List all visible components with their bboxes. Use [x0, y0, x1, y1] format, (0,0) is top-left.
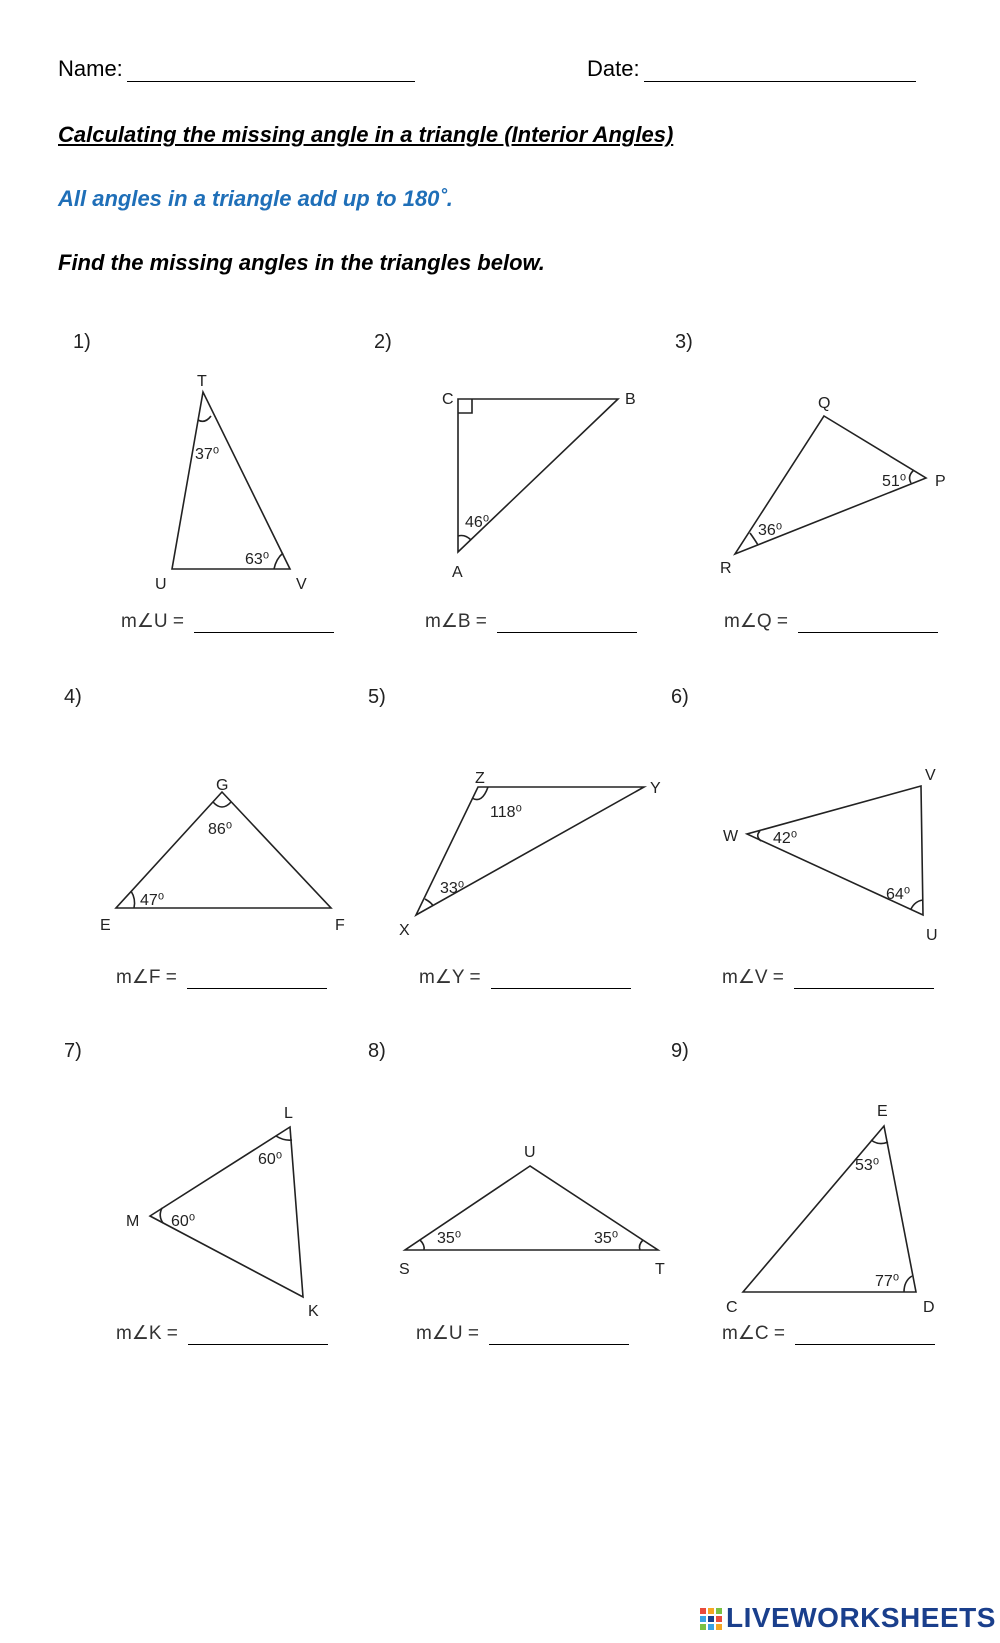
- answer-label: m∠Q =: [724, 611, 789, 632]
- angle-label: 47⁰: [140, 892, 165, 909]
- vertex-label: X: [399, 922, 410, 939]
- vertex-label: S: [399, 1261, 410, 1278]
- vertex-label: U: [926, 927, 938, 944]
- vertex-label: V: [296, 576, 307, 593]
- angle-arc: [425, 899, 433, 906]
- vertex-label: W: [723, 828, 739, 845]
- angle-sum-rule: All angles in a triangle add up to 180˚.: [58, 186, 453, 211]
- vertex-label: P: [935, 473, 946, 490]
- angle-arc: [131, 891, 135, 908]
- angle-arc: [420, 1240, 424, 1250]
- problem-number: 9): [671, 1040, 689, 1062]
- problem-number: 2): [374, 331, 392, 353]
- angle-label: 60⁰: [258, 1151, 283, 1168]
- vertex-label: E: [100, 917, 111, 934]
- angle-arc: [871, 1140, 888, 1144]
- vertex-label: L: [284, 1105, 293, 1122]
- angle-label: 33⁰: [440, 880, 465, 897]
- answer-label: m∠F =: [116, 967, 177, 988]
- vertex-label: R: [720, 560, 732, 577]
- problem-number: 1): [73, 331, 91, 353]
- angle-label: 86⁰: [208, 821, 233, 838]
- instructions: Find the missing angles in the triangles below.: [58, 250, 545, 275]
- vertex-label: U: [155, 576, 167, 593]
- vertex-label: C: [442, 391, 454, 408]
- name-label: Name:: [58, 56, 123, 81]
- right-angle-mark: [458, 399, 472, 413]
- logo-icon: [700, 1608, 722, 1630]
- answer-label: m∠C =: [722, 1323, 785, 1344]
- vertex-label: M: [126, 1213, 140, 1230]
- answer-label: m∠K =: [116, 1323, 178, 1344]
- angle-arc: [639, 1240, 643, 1250]
- vertex-label: A: [452, 564, 463, 581]
- worksheet-title: Calculating the missing angle in a triangle (Interior Angles): [58, 122, 674, 147]
- angle-label: 118⁰: [490, 804, 522, 821]
- vertex-label: G: [216, 777, 229, 794]
- problem-number: 4): [64, 686, 82, 708]
- angle-label: 36⁰: [758, 522, 783, 539]
- vertex-label: C: [726, 1299, 738, 1316]
- triangle-1: [172, 392, 290, 569]
- angle-arc: [750, 533, 758, 545]
- angle-label: 35⁰: [594, 1230, 619, 1247]
- vertex-label: B: [625, 391, 636, 408]
- answer-label: m∠B =: [425, 611, 487, 632]
- triangle-4: [116, 792, 331, 908]
- answer-label: m∠Y =: [419, 967, 481, 988]
- angle-arc: [274, 553, 283, 569]
- logo-text: LIVEWORKSHEETS: [726, 1602, 996, 1633]
- problem-number: 6): [671, 686, 689, 708]
- vertex-label: U: [524, 1144, 536, 1161]
- angle-arc: [276, 1136, 292, 1140]
- vertex-label: Q: [818, 395, 831, 412]
- angle-arc: [904, 1276, 912, 1292]
- vertex-label: D: [923, 1299, 935, 1316]
- problem-number: 8): [368, 1040, 386, 1062]
- triangle-9: [743, 1126, 916, 1292]
- vertex-label: F: [335, 917, 345, 934]
- vertex-label: Y: [650, 780, 661, 797]
- angle-arc: [910, 470, 914, 483]
- angle-label: 37⁰: [195, 446, 220, 463]
- date-label: Date:: [587, 56, 640, 81]
- answer-label: m∠U =: [121, 611, 184, 632]
- angle-arc: [213, 802, 231, 807]
- angle-label: 64⁰: [886, 886, 911, 903]
- angle-label: 35⁰: [437, 1230, 462, 1247]
- vertex-label: T: [197, 373, 207, 390]
- vertex-label: E: [877, 1103, 888, 1120]
- vertex-label: Z: [475, 770, 485, 787]
- angle-label: 51⁰: [882, 473, 907, 490]
- angle-label: 42⁰: [773, 830, 798, 847]
- problem-number: 7): [64, 1040, 82, 1062]
- angle-label: 60⁰: [171, 1213, 196, 1230]
- angle-arc: [198, 416, 211, 421]
- angle-label: 53⁰: [855, 1157, 880, 1174]
- problem-number: 5): [368, 686, 386, 708]
- angle-label: 63⁰: [245, 551, 270, 568]
- liveworksheets-logo: [700, 1600, 996, 1636]
- answer-label: m∠V =: [722, 967, 784, 988]
- angle-arc: [458, 536, 471, 541]
- angle-label: 77⁰: [875, 1273, 900, 1290]
- vertex-label: K: [308, 1303, 319, 1320]
- angle-label: 46⁰: [465, 514, 490, 531]
- problem-number: 3): [675, 331, 693, 353]
- answer-label: m∠U =: [416, 1323, 479, 1344]
- vertex-label: T: [655, 1261, 665, 1278]
- vertex-label: V: [925, 767, 936, 784]
- angle-arc: [911, 900, 923, 909]
